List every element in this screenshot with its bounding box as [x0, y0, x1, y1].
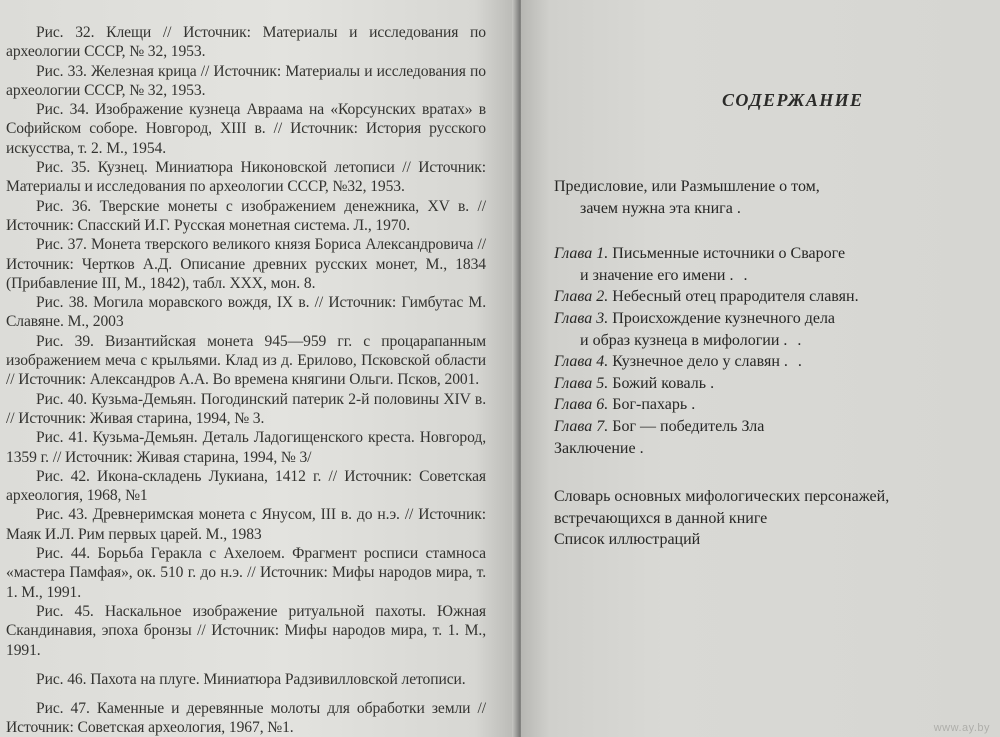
- chapter-label: Глава 1.: [554, 245, 609, 263]
- leader-dots: .: [639, 439, 647, 457]
- toc-entry-conclusion: [554, 438, 984, 460]
- caption-item: Рис. 38. Могила моравского вождя, IX в. // Источник: Гимбутас М. Славяне. М., 2003: [6, 294, 486, 331]
- caption-item: Рис. 39. Византийская монета 945—959 гг. с процарапанным изображением меча с крыльями. Клад из д. Ерилово, Псковской области // Источник: Александров А.А. Во времена княгини Ольги. Псков, 2001.: [6, 332, 486, 389]
- chapter-label: Глава 4.: [554, 353, 609, 371]
- toc-entry-glossary: [554, 486, 984, 529]
- toc-entry-chapter-7: [554, 416, 984, 438]
- watermark: www.ay.by: [933, 722, 990, 734]
- leader-dots: .: [710, 374, 718, 392]
- toc-text: Небесный отец прародителя славян.: [612, 288, 859, 306]
- toc-text: Заключение: [554, 439, 636, 457]
- toc-text: Божий коваль: [612, 374, 707, 392]
- toc-text: Происхождение кузнечного дела: [612, 309, 836, 327]
- caption-item: Рис. 45. Наскальное изображение ритуальной пахоты. Южная Скандинавия, эпоха бронзы // Источник: Мифы народов мира, т. 1. М., 1991.: [6, 602, 486, 659]
- caption-item: Рис. 44. Борьба Геракла с Ахелоем. Фрагмент росписи стамноса «мастера Памфая», ок. 510 г. до н.э. // Источник: Мифы народов мира, т. 1. М., 1991.: [6, 545, 486, 601]
- chapter-label: Глава 3.: [554, 309, 609, 327]
- toc-text: Список иллюстраций: [554, 531, 701, 549]
- illustration-captions: [6, 23, 486, 737]
- toc-text: и образ кузнеца в мифологии: [580, 331, 780, 349]
- caption-item: Рис. 36. Тверские монеты с изображением денежника, XV в. // Источник: Спасский И.Г. Русская монетная система. Л., 1970.: [6, 197, 486, 234]
- toc-text: зачем нужна эта книга: [580, 199, 733, 217]
- caption-item: Рис. 32. Клещи // Источник: Материалы и исследования по археологии СССР, № 32, 1953.: [6, 24, 486, 61]
- toc-text: и значение его имени: [580, 266, 726, 284]
- caption-item: Рис. 40. Кузьма-Демьян. Погодинский патерик 2-й половины XIV в. // Источник: Живая старина, 1994, № 3.: [6, 390, 486, 427]
- toc-text: Бог — победитель Зла: [612, 417, 765, 435]
- toc-text: Письменные источники о Свароге: [612, 245, 846, 263]
- caption-item: Рис. 47. Каменные и деревянные молоты для обработки земли // Источник: Советская археология, 1967, №1.: [6, 700, 486, 737]
- toc-entry-chapter-4: [554, 351, 984, 373]
- leader-dots: .: [691, 396, 699, 414]
- page-title: СОДЕРЖАНИЕ: [722, 90, 864, 110]
- caption-item: Рис. 43. Древнеримская монета с Янусом, III в. до н.э. // Источник: Маяк И.Л. Рим первых царей. М., 1983: [6, 506, 486, 543]
- toc-text: Словарь основных мифологических персонажей,: [554, 488, 890, 506]
- leader-dots: . .: [783, 353, 805, 371]
- toc-entry-chapter-6: [554, 394, 984, 416]
- leader-dots: . .: [783, 331, 805, 349]
- table-of-contents: [554, 176, 984, 551]
- toc-entry-chapter-2: [554, 286, 984, 308]
- caption-item: Рис. 34. Изображение кузнеца Авраама на «Корсунских вратах» в Софийском соборе. Новгород, XIII в. // Источник: История русского искусства, т. 2. М., 1954.: [6, 101, 486, 157]
- chapter-label: Глава 6.: [554, 396, 609, 414]
- toc-entry-preface: [554, 176, 984, 219]
- toc-entry-chapter-1: [554, 243, 984, 286]
- toc-text: Бог-пахарь: [612, 396, 688, 414]
- toc-text: встречающихся в данной книге: [554, 509, 768, 527]
- caption-item: Рис. 35. Кузнец. Миниатюра Никоновской летописи // Источник: Материалы и исследования по археологии СССР, №32, 1953.: [6, 159, 486, 196]
- toc-entry-illustrations: [554, 529, 984, 551]
- caption-item: Рис. 46. Пахота на плуге. Миниатюра Радзивилловской летописи.: [36, 670, 466, 688]
- chapter-label: Глава 5.: [554, 374, 609, 392]
- caption-item: Рис. 33. Железная крица // Источник: Материалы и исследования по археологии СССР, № 32, 1953.: [6, 62, 486, 99]
- toc-entry-chapter-3: [554, 308, 984, 351]
- toc-entry-chapter-5: [554, 373, 984, 395]
- leader-dots: . .: [729, 266, 751, 284]
- leader-dots: .: [736, 199, 744, 217]
- toc-text: Кузнечное дело у славян: [612, 353, 780, 371]
- caption-item: Рис. 42. Икона-складень Лукиана, 1412 г. // Источник: Советская археология, 1968, №1: [6, 467, 486, 505]
- chapter-label: Глава 7.: [554, 417, 609, 435]
- toc-text: Предисловие, или Размышление о том,: [554, 178, 820, 195]
- caption-item: Рис. 41. Кузьма-Демьян. Деталь Ладогищенского креста. Новгород, 1359 г. // Источник: Живая старина, 1994, № 3/: [6, 429, 486, 466]
- caption-item: Рис. 37. Монета тверского великого князя Бориса Александровича // Источник: Чертков А.Д. Описание древних русских монет, М., 1834 (Прибавление III, М., 1842), табл. XXX, мон. 8.: [6, 236, 486, 292]
- chapter-label: Глава 2.: [554, 288, 609, 306]
